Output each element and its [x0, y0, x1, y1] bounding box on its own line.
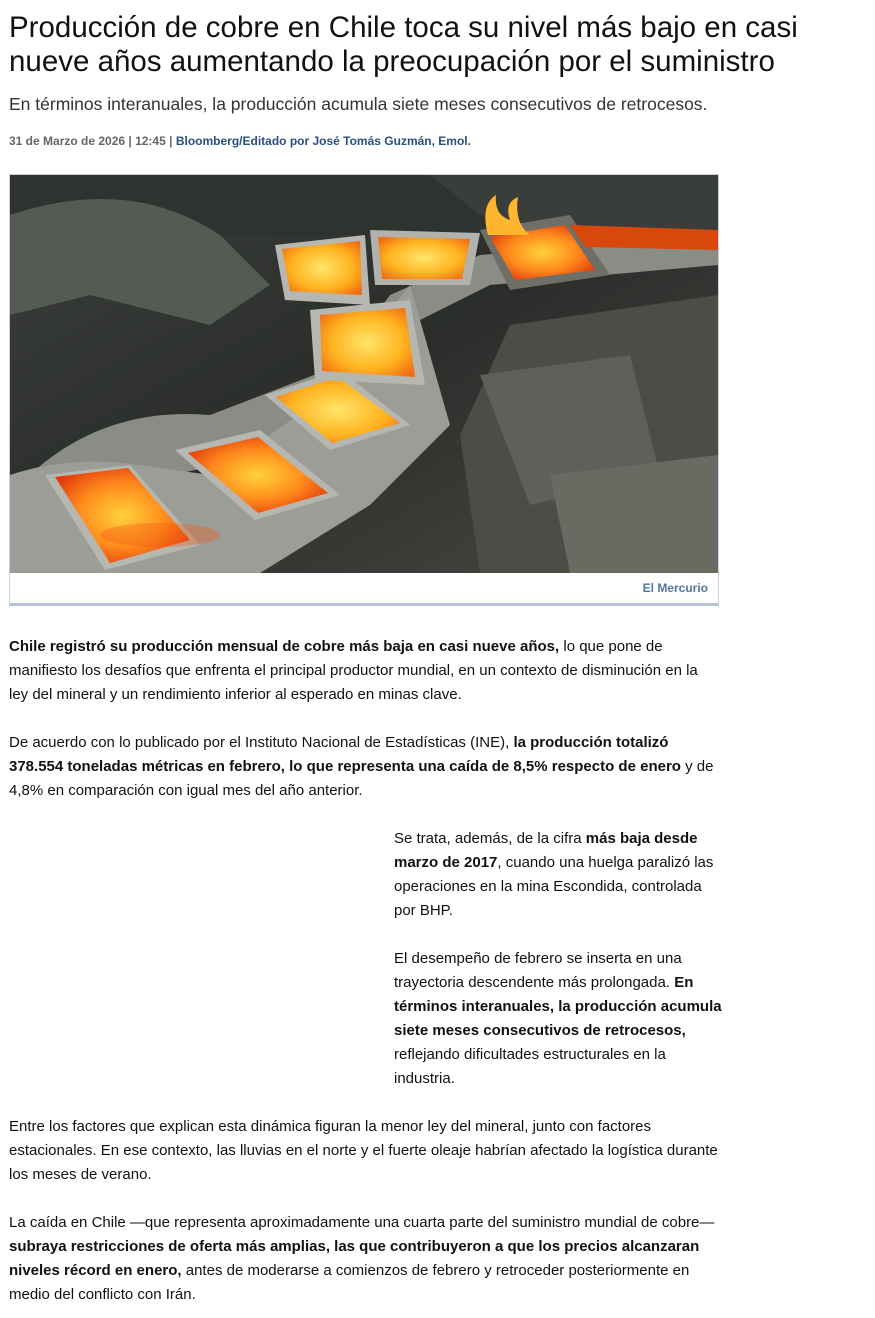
emphasis: más baja desde marzo de 2017	[394, 830, 698, 871]
emphasis: Chile registró su producción mensual de cobre más baja en casi nueve años,	[9, 638, 560, 655]
body-paragraph-1	[9, 635, 721, 707]
text: La caída en Chile —que representa aproximadamente una cuarta parte del suministro mundial de cobre—	[9, 1214, 715, 1231]
emphasis: En términos interanuales, la producción acumula siete meses consecutivos de retrocesos,	[394, 974, 722, 1039]
article-author-link[interactable]: Bloomberg/Editado por José Tomás Guzmán, Emol.	[175, 134, 471, 148]
body-paragraph-2	[9, 731, 721, 803]
text: y de 4,8% en comparación con igual mes del año anterior.	[9, 758, 714, 799]
text: Se trata, además, de la cifra	[394, 830, 586, 847]
copper-molds-photo	[10, 175, 718, 573]
photo-credit: El Mercurio	[642, 581, 708, 595]
body-paragraph-6	[9, 1211, 721, 1307]
emphasis: la producción totalizó 378.554 toneladas métricas en febrero, lo que representa una caída de 8,5% respecto de enero	[9, 734, 681, 775]
body-paragraph-3	[394, 827, 724, 923]
text: De acuerdo con lo publicado por el Instituto Nacional de Estadísticas (INE),	[9, 734, 514, 751]
body-paragraph-5	[9, 1115, 721, 1187]
text: Entre los factores que explican esta dinámica figuran la menor ley del mineral, junto con factores estacionales. En ese contexto, las lluvias en el norte y el fuerte oleaje habrían afectado la logística durante los meses de verano.	[9, 1118, 718, 1183]
article-headline: Producción de cobre en Chile toca su nivel más bajo en casi nueve años aumentando la preocupación por el suministro	[9, 11, 798, 78]
article-date: 31 de Marzo de 2026 | 12:45 |	[9, 134, 173, 148]
article-subtitle: En términos interanuales, la producción acumula siete meses consecutivos de retrocesos.	[9, 94, 708, 114]
article-figure	[9, 174, 719, 606]
text: reflejando dificultades estructurales en la industria.	[394, 1046, 666, 1087]
body-paragraph-4	[394, 947, 724, 1091]
emphasis: subraya restricciones de oferta más amplias, las que contribuyeron a que los precios alcanzaran niveles récord en enero,	[9, 1238, 700, 1279]
text: El desempeño de febrero se inserta en una trayectoria descendente más prolongada.	[394, 950, 682, 991]
article-meta	[9, 133, 471, 149]
text: lo que pone de manifiesto los desafíos que enfrenta el principal productor mundial, en un contexto de disminución en la ley del mineral y un rendimiento inferior al esperado en minas clave.	[9, 638, 698, 703]
text: , cuando una huelga paralizó las operaciones en la mina Escondida, controlada por BHP.	[394, 854, 714, 919]
text: antes de moderarse a comienzos de febrero y retroceder posteriormente en medio del conflicto con Irán.	[9, 1262, 690, 1303]
